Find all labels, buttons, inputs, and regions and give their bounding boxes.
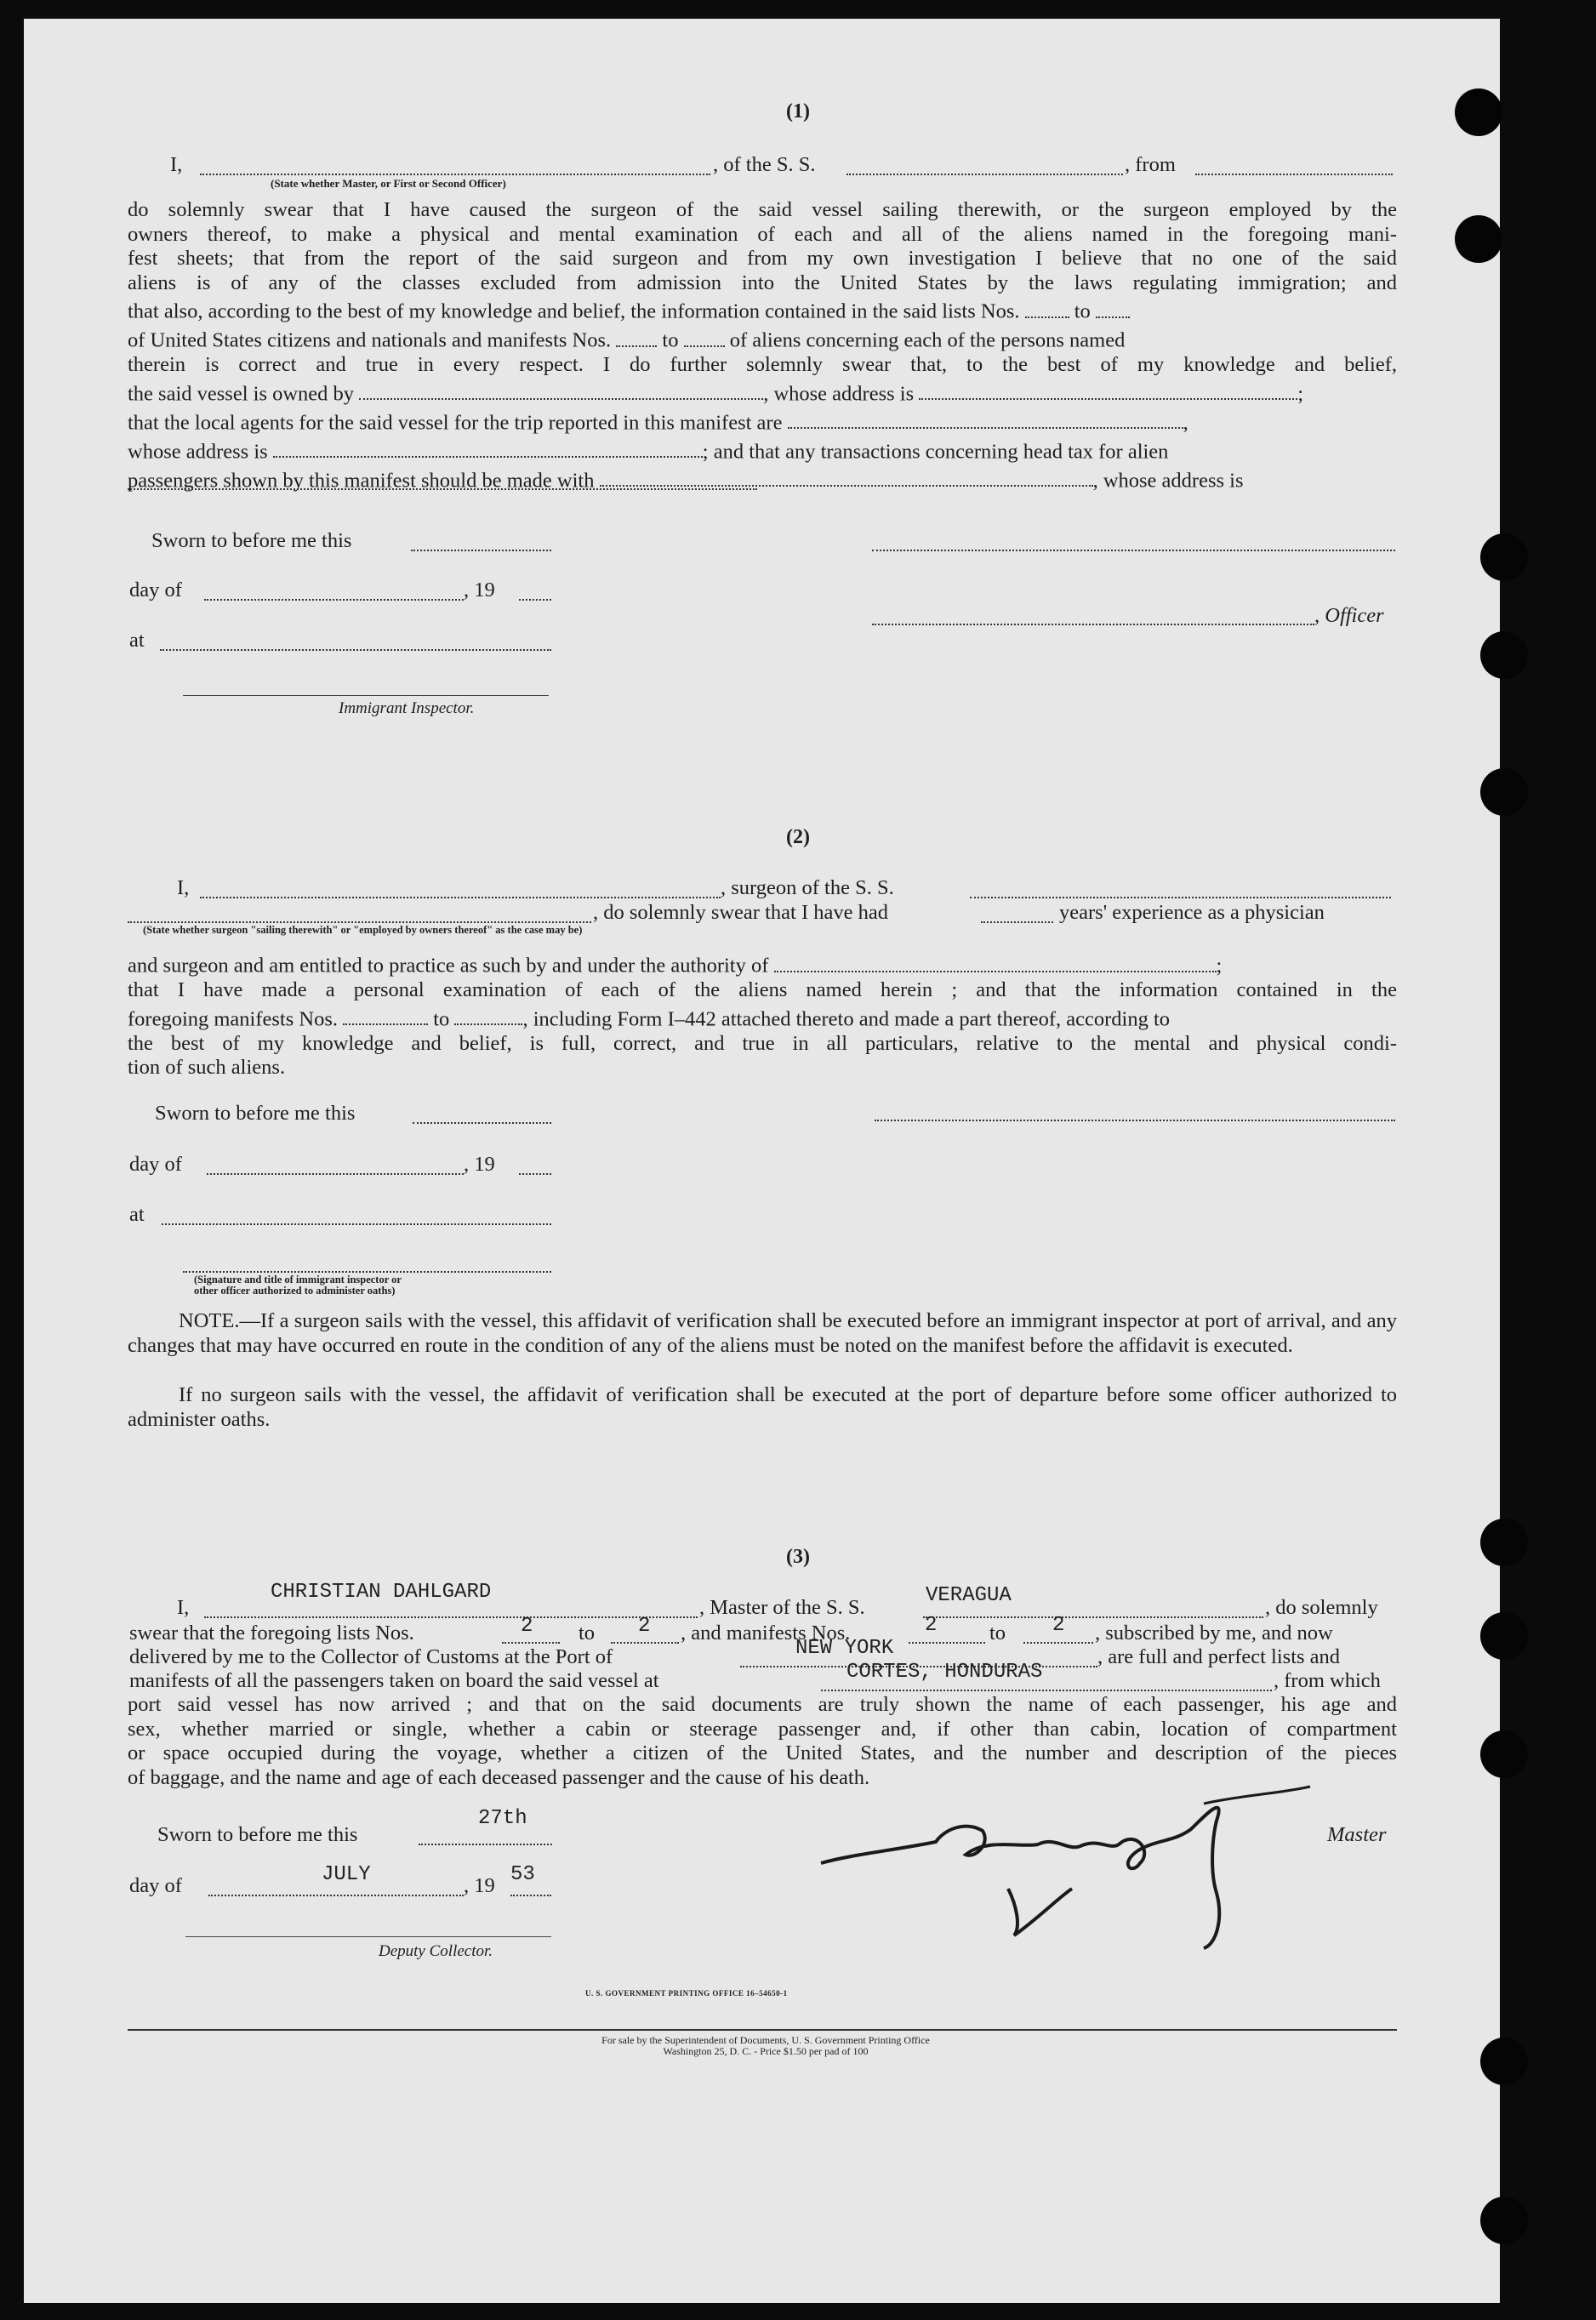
s3-master-name: CHRISTIAN DAHLGARD bbox=[271, 1581, 492, 1604]
punch-hole bbox=[1480, 631, 1528, 679]
s2-at: at bbox=[129, 1203, 145, 1226]
s1-owned-text: the said vessel is owned by bbox=[128, 382, 355, 405]
s3-day-of: day of bbox=[129, 1874, 182, 1897]
s1-to: to bbox=[662, 328, 679, 352]
punch-hole bbox=[1480, 1612, 1528, 1660]
s2-status-line bbox=[128, 921, 591, 923]
s2-surgeon-of: , surgeon of the S. S. bbox=[721, 876, 894, 899]
s3-list-to-line bbox=[611, 1642, 679, 1644]
s1-lists-text: that also, according to the best of my knowledge and belief, the information contained in the said lists Nos. bbox=[128, 299, 1020, 323]
s3-full-perfect: , are full and perfect lists and bbox=[1097, 1645, 1341, 1668]
s1-para-line bbox=[128, 295, 1397, 324]
s2-to: to bbox=[433, 1007, 450, 1030]
s1-paragraph bbox=[128, 198, 1397, 493]
s3-man-to-line bbox=[1023, 1642, 1093, 1644]
s2-authority-text: and surgeon and am entitled to practice as such by and under the authority of bbox=[128, 954, 769, 978]
s3-departure-line bbox=[821, 1690, 1272, 1691]
s1-whose-address: , whose address is bbox=[763, 382, 915, 405]
s3-master-of: , Master of the S. S. bbox=[699, 1596, 865, 1619]
s1-citizens-text: of United States citizens and nationals and manifests Nos. bbox=[128, 328, 612, 352]
s1-signature-line bbox=[872, 550, 1395, 551]
s2-day-line bbox=[207, 1173, 464, 1175]
punch-hole bbox=[1455, 215, 1502, 263]
s3-sworn-line bbox=[419, 1844, 552, 1845]
s2-i: I, bbox=[177, 876, 190, 899]
s1-sworn-line bbox=[411, 550, 551, 551]
s3-manifests-from: 2 bbox=[925, 1614, 938, 1637]
s2-day-of: day of bbox=[129, 1153, 182, 1176]
s3-deputy-caption: Deputy Collector. bbox=[379, 1942, 493, 1960]
s3-month-line bbox=[208, 1895, 464, 1896]
s1-para-line: owners thereof, to make a physical and mental examination of each and all of the aliens named in the foregoing mani- bbox=[128, 222, 1397, 246]
s1-address-line bbox=[128, 488, 757, 490]
s1-at-line bbox=[160, 649, 551, 651]
s1-head-tax: ; and that any transactions concerning head tax for alien bbox=[702, 440, 1169, 463]
punch-hole bbox=[1480, 533, 1528, 581]
s3-year-line bbox=[510, 1895, 551, 1896]
s2-para-line: and surgeon and am entitled to practice as such by and under the authority of ; bbox=[128, 949, 1397, 978]
s3-lists-from: 2 bbox=[521, 1615, 533, 1638]
s3-to-1: to bbox=[579, 1622, 596, 1645]
s1-passengers-text: passengers shown by this manifest should be made with bbox=[128, 469, 595, 492]
s1-i: I, bbox=[170, 153, 183, 176]
s2-inspector-line bbox=[183, 1271, 551, 1273]
s2-sig-caption-2: other officer authorized to administer oaths) bbox=[194, 1285, 396, 1297]
s3-do-solemnly: , do solemnly bbox=[1265, 1596, 1378, 1619]
s1-para-line: that the local agents for the said vessel for the trip reported in this manifest are , bbox=[128, 407, 1397, 436]
s2-para-line bbox=[128, 1003, 1397, 1032]
s3-nineteen: , 19 bbox=[464, 1874, 495, 1897]
s2-surgeon-caption: (State whether surgeon "sailing therewith" or "employed by owners thereof" as the case may be) bbox=[143, 924, 583, 936]
s3-deputy-line bbox=[185, 1936, 551, 1937]
s3-delivered: delivered by me to the Collector of Customs at the Port of bbox=[129, 1645, 613, 1668]
s2-years: years' experience as a physician bbox=[1059, 901, 1325, 924]
s2-manifests-text: foregoing manifests Nos. bbox=[128, 1007, 338, 1030]
s3-to-2: to bbox=[989, 1622, 1006, 1645]
punch-hole bbox=[1480, 1730, 1528, 1778]
s3-manifests-to: 2 bbox=[1052, 1614, 1065, 1637]
s3-list-from-line bbox=[502, 1642, 560, 1644]
s1-from-line bbox=[1195, 174, 1393, 175]
s2-sig-caption-1: (Signature and title of immigrant inspector or bbox=[194, 1274, 402, 1285]
s1-inspector-caption: Immigrant Inspector. bbox=[339, 699, 475, 717]
s1-whose-address: , whose address is bbox=[1092, 469, 1244, 492]
s2-para-line: tion of such aliens. bbox=[128, 1056, 286, 1079]
s1-day-of: day of bbox=[129, 579, 182, 601]
section-1-number: (1) bbox=[786, 100, 810, 123]
s3-day: 27th bbox=[478, 1807, 527, 1830]
s2-sworn: Sworn to before me this bbox=[155, 1102, 356, 1125]
section-2-number: (2) bbox=[786, 826, 810, 848]
s3-manifests-all: manifests of all the passengers taken on board the said vessel at bbox=[129, 1669, 659, 1692]
s3-para-line: of baggage, and the name and age of each deceased passenger and the cause of his death. bbox=[128, 1765, 870, 1789]
s3-year: 53 bbox=[510, 1863, 535, 1886]
s1-officer-sig-line bbox=[872, 624, 1314, 625]
s2-para-line: that I have made a personal examination of each of the aliens named herein ; and that the information contained in the bbox=[128, 978, 1397, 1001]
s2-note-1: NOTE.—If a surgeon sails with the vessel, this affidavit of verification shall be executed before an immigrant inspector at port of arrival, and any changes that may have occurred en route in the condition of any of the aliens must be noted on the manifest before the affidavit is executed. bbox=[128, 1309, 1397, 1357]
s3-master-label: Master bbox=[1327, 1823, 1387, 1846]
s2-vessel-line bbox=[970, 897, 1391, 898]
s3-departure: CORTES, HONDURAS bbox=[846, 1661, 1043, 1684]
s2-note-2: If no surgeon sails with the vessel, the affidavit of verification shall be executed at the port of departure before some officer authorized to administer oaths. bbox=[128, 1383, 1397, 1431]
sale-line-2: Washington 25, D. C. - Price $1.50 per pad of 100 bbox=[663, 2045, 869, 2057]
s3-swear-lists: swear that the foregoing lists Nos. bbox=[129, 1622, 414, 1645]
s2-years-line bbox=[981, 921, 1053, 923]
s1-year-line bbox=[519, 599, 551, 601]
s1-para-line: fest sheets; that from the report of the said surgeon and from my own investigation I believe that no one of the said bbox=[128, 247, 1397, 270]
s1-sworn: Sworn to before me this bbox=[151, 529, 352, 552]
s1-aliens-text: of aliens concerning each of the persons named bbox=[729, 328, 1126, 352]
s1-agents-text: that the local agents for the said vessel for the trip reported in this manifest are bbox=[128, 411, 783, 434]
footer-rule bbox=[128, 2029, 1397, 2031]
s3-para-line: or space occupied during the voyage, whether a citizen of the United States, and the number and description of the pieces bbox=[128, 1741, 1397, 1764]
s3-vessel-name: VERAGUA bbox=[926, 1584, 1012, 1607]
s3-port: NEW YORK bbox=[795, 1637, 894, 1660]
section-3-number: (3) bbox=[786, 1546, 810, 1568]
s2-nineteen: , 19 bbox=[464, 1153, 495, 1176]
s1-para-line: therein is correct and true in every respect. I do further solemnly swear that, to the best of my knowledge and belief, bbox=[128, 353, 1397, 376]
s1-para-line bbox=[128, 324, 1397, 353]
punch-hole bbox=[1480, 2197, 1528, 2244]
s1-from: , from bbox=[1125, 153, 1176, 176]
punch-hole bbox=[1480, 768, 1528, 816]
master-signature bbox=[817, 1770, 1327, 1957]
s1-para-line: do solemnly swear that I have caused the surgeon of the said vessel sailing therewith, or the surgeon employed by the bbox=[128, 198, 1397, 221]
s3-month: JULY bbox=[322, 1863, 371, 1886]
s2-form-text: , including Form I–442 attached thereto and made a part thereof, according to bbox=[522, 1007, 1171, 1030]
sale-line-1: For sale by the Superintendent of Documents, U. S. Government Printing Office bbox=[601, 2034, 930, 2046]
s1-para-line: the said vessel is owned by , whose address is ; bbox=[128, 378, 1397, 407]
s1-address-text: whose address is bbox=[128, 440, 268, 463]
s3-vessel-line bbox=[923, 1616, 1263, 1618]
s1-para-line bbox=[128, 436, 1397, 465]
s1-to: to bbox=[1074, 299, 1091, 323]
s3-man-from-line bbox=[909, 1642, 985, 1644]
s2-sworn-line bbox=[413, 1122, 551, 1124]
s2-paragraph bbox=[128, 949, 1397, 1080]
s3-lists-to: 2 bbox=[638, 1615, 651, 1638]
s1-vessel-line bbox=[846, 174, 1123, 175]
s1-at: at bbox=[129, 629, 145, 652]
s2-para-line: the best of my knowledge and belief, is full, correct, and true in all particulars, relative to the mental and physical condi- bbox=[128, 1031, 1397, 1055]
s3-sworn: Sworn to before me this bbox=[157, 1823, 358, 1846]
s2-year-line bbox=[519, 1173, 551, 1175]
s1-officer-caption: (State whether Master, or First or Second Officer) bbox=[271, 177, 506, 190]
s3-i: I, bbox=[177, 1596, 190, 1619]
gpo-line: U. S. GOVERNMENT PRINTING OFFICE 16–54650-1 bbox=[585, 1989, 788, 1998]
s1-of-ss: , of the S. S. bbox=[713, 153, 816, 176]
s1-para-line: aliens is of any of the classes excluded from admission into the United States by the laws regulating immigration; and bbox=[128, 271, 1397, 294]
s1-inspector-line bbox=[183, 695, 549, 696]
s3-from-which: , from which bbox=[1274, 1669, 1381, 1692]
s3-name-line bbox=[204, 1616, 698, 1618]
s2-surgeon-line bbox=[200, 897, 721, 898]
s1-officer-line bbox=[200, 174, 710, 175]
s1-nineteen: , 19 bbox=[464, 579, 495, 601]
s3-and-manifests: , and manifests Nos. bbox=[681, 1622, 851, 1645]
s2-at-line bbox=[162, 1223, 551, 1225]
s3-subscribed: , subscribed by me, and now bbox=[1095, 1622, 1333, 1645]
s3-para-line: sex, whether married or single, whether a cabin or steerage passenger and, if other than cabin, location of compartment bbox=[128, 1717, 1397, 1741]
s1-officer: , Officer bbox=[1314, 604, 1384, 627]
s2-swear: , do solemnly swear that I have had bbox=[593, 901, 888, 924]
s3-para-line: port said vessel has now arrived ; and that on the said documents are truly shown the name of each passenger, his age and bbox=[128, 1693, 1397, 1716]
s2-signature-line bbox=[875, 1120, 1395, 1121]
s1-day-line bbox=[204, 599, 464, 601]
